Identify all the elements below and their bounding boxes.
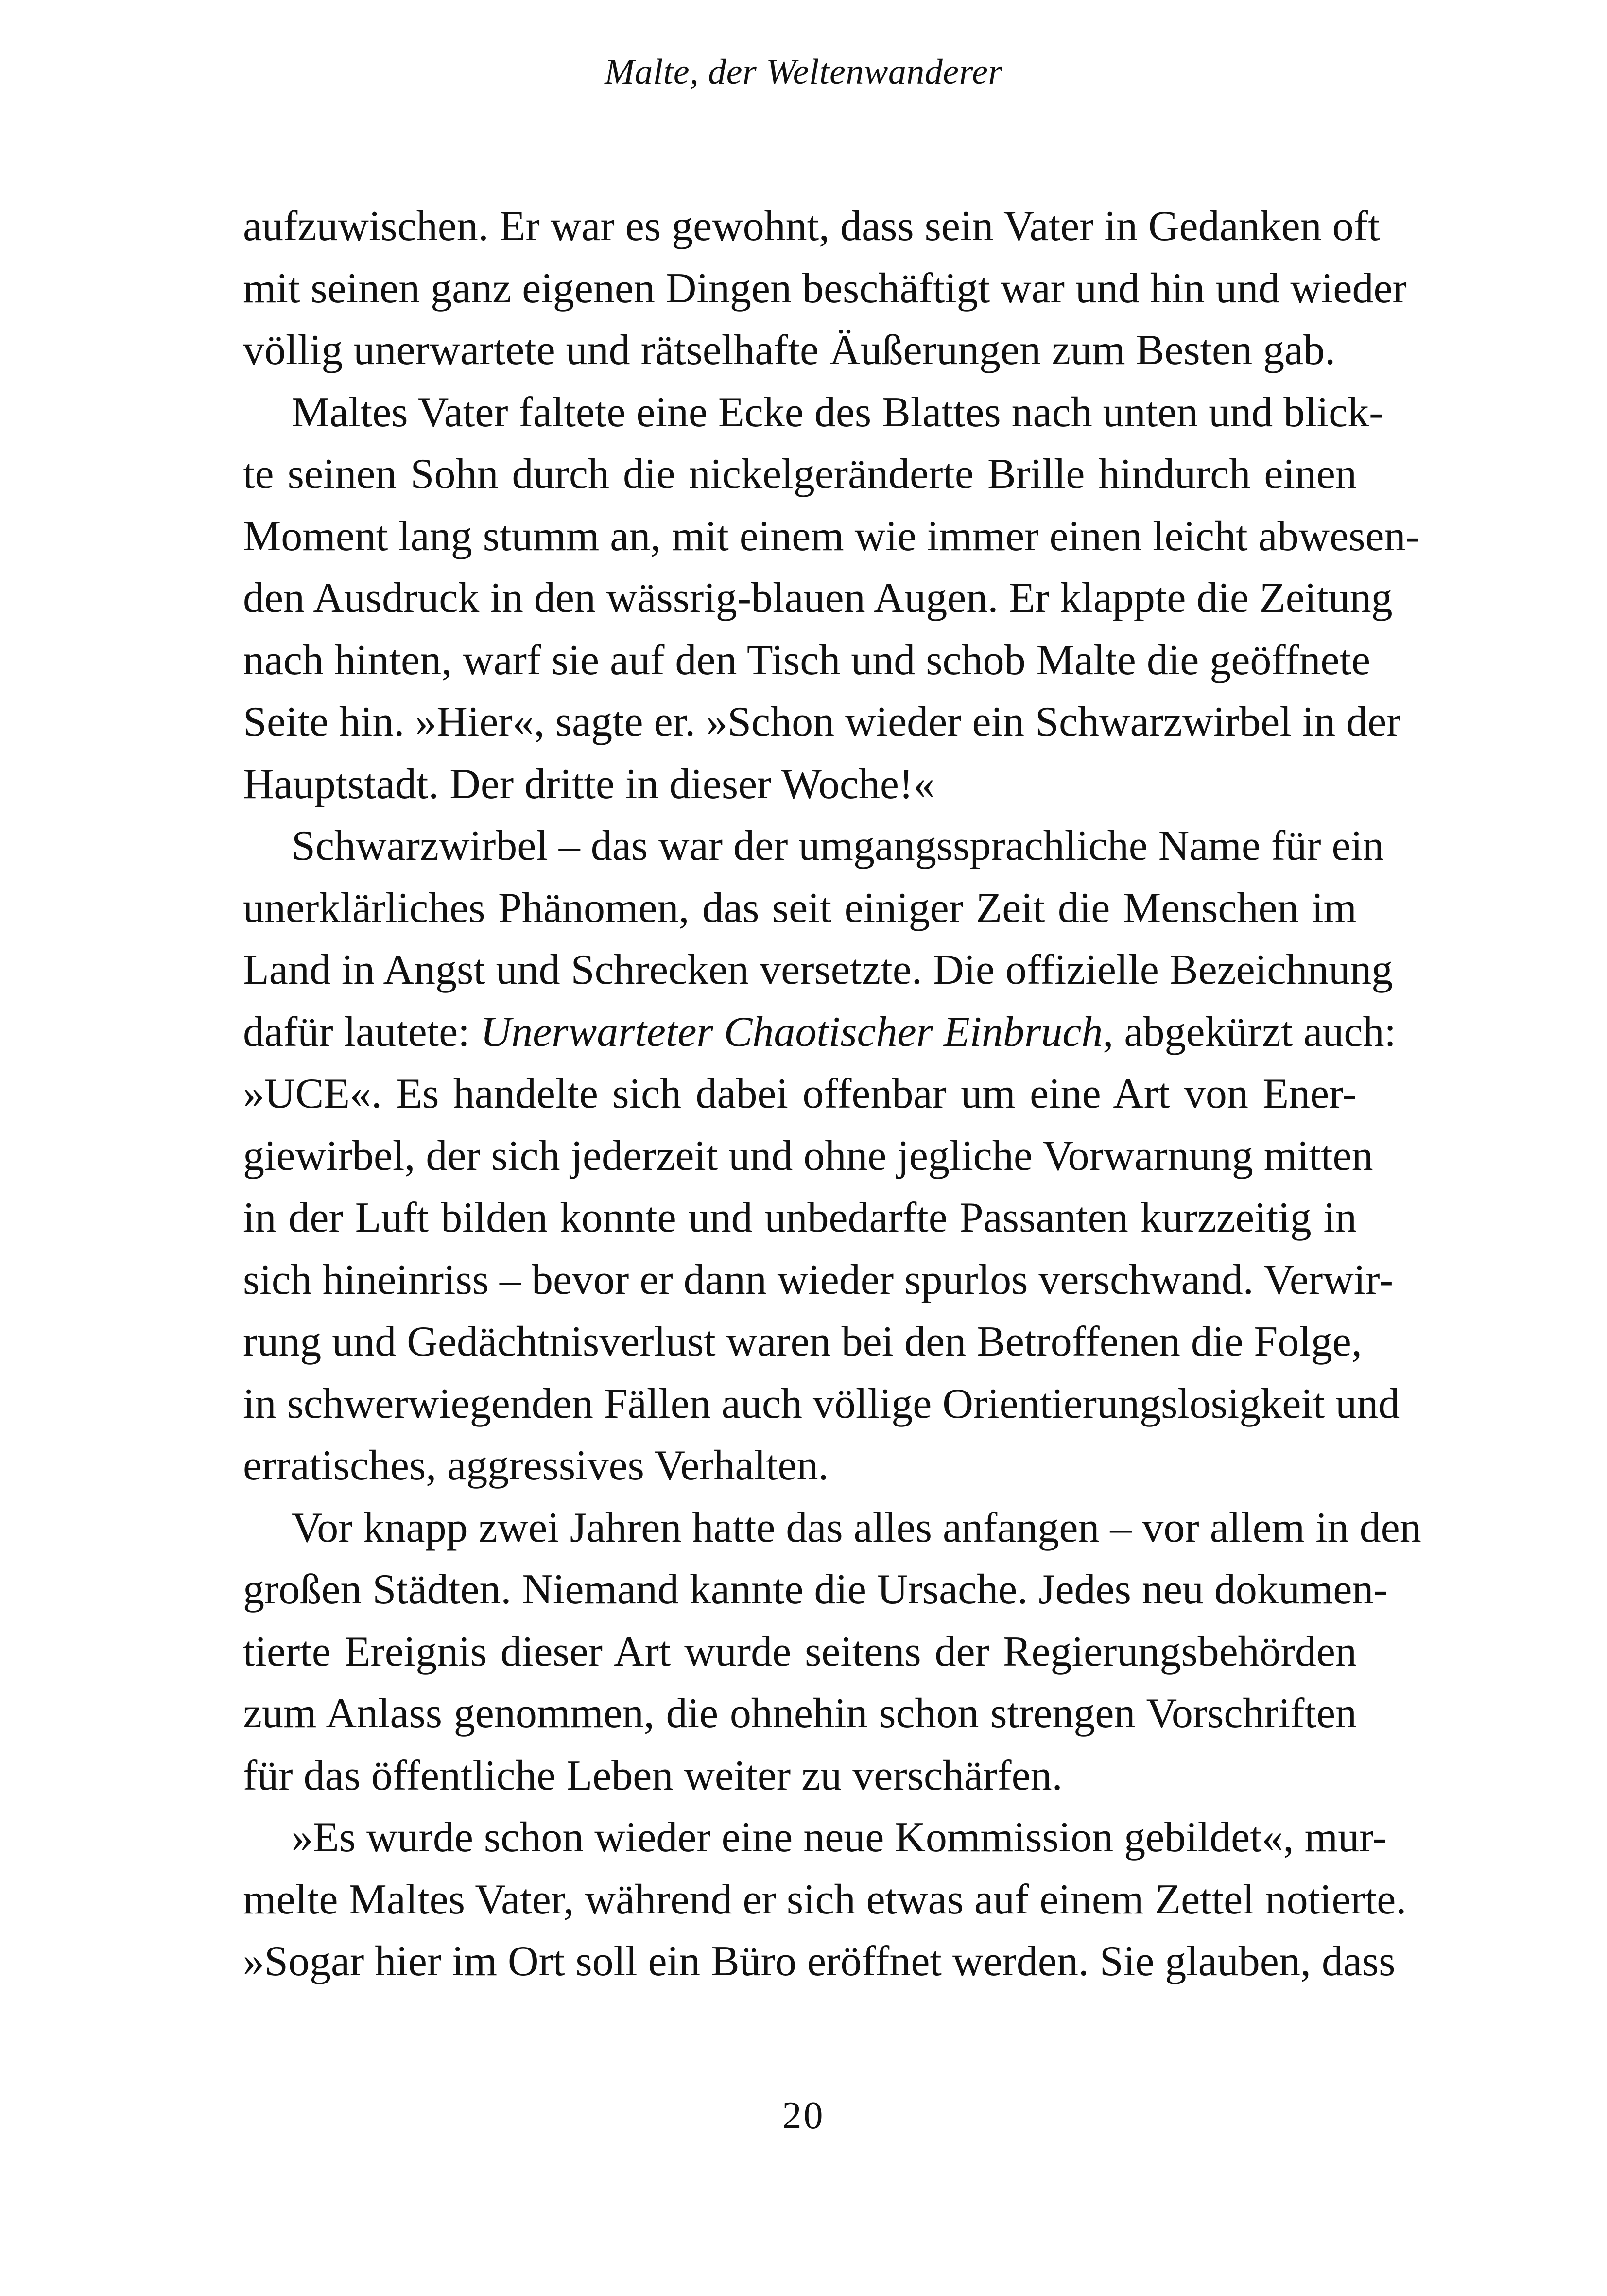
text-line: Seite hin. »Hier«, sagte er. »Schon wieder ein Schwarzwirbel in der (243, 698, 1401, 746)
paragraph (243, 815, 1400, 1497)
text-line: »Es wurde schon wieder eine neue Kommission gebildet«, mur- (292, 1814, 1387, 1861)
text-line: in schwerwiegenden Fällen auch völlige Orientierungslosigkeit und (243, 1380, 1400, 1427)
text-line-with-italic (243, 1001, 1396, 1063)
text-line: erratisches, aggressives Verhalten. (243, 1442, 829, 1489)
text-line: in der Luft bilden konnte und unbedarfte Passanten kurzzeitig in (243, 1194, 1357, 1241)
text-line: »UCE«. Es handelte sich dabei offenbar um eine Art von Ener- (243, 1070, 1357, 1117)
text-line: den Ausdruck in den wässrig-blauen Augen. Er klappte die Zeitung (243, 574, 1393, 622)
paragraph (243, 1807, 1407, 1993)
paragraph (243, 195, 1407, 382)
text-line: sich hineinriss – bevor er dann wieder spurlos verschwand. Verwir- (243, 1256, 1394, 1304)
text-line: völlig unerwartete und rätselhafte Äußerungen zum Besten gab. (243, 327, 1336, 374)
text-line: rung und Gedächtnisverlust waren bei den Betroffenen die Folge, (243, 1318, 1362, 1365)
page-number: 20 (782, 2094, 825, 2137)
text-line: Land in Angst und Schrecken versetzte. Die offizielle Bezeichnung (243, 946, 1393, 993)
text-line: Vor knapp zwei Jahren hatte das alles anfangen – vor allem in den (292, 1504, 1421, 1551)
text-line: te seinen Sohn durch die nickelgeränderte Brille hindurch einen (243, 451, 1357, 498)
text-line: unerklärliches Phänomen, das seit einiger Zeit die Menschen im (243, 884, 1357, 932)
text-line: nach hinten, warf sie auf den Tisch und schob Malte die geöffnete (243, 636, 1371, 684)
paragraph (243, 382, 1420, 816)
text-line: »Sogar hier im Ort soll ein Büro eröffnet werden. Sie glauben, dass (243, 1938, 1396, 1985)
text-line: aufzuwischen. Er war es gewohnt, dass sein Vater in Gedanken oft (243, 203, 1380, 250)
text-line: melte Maltes Vater, während er sich etwas auf einem Zettel notierte. (243, 1876, 1407, 1923)
text-line: Maltes Vater faltete eine Ecke des Blattes nach unten und blick- (292, 388, 1383, 436)
text-line: Schwarzwirbel – das war der umgangssprachliche Name für ein (292, 822, 1384, 870)
running-header-title: Malte, der Weltenwanderer (605, 52, 1002, 92)
body-text (243, 195, 1421, 1993)
text-line: für das öffentliche Leben weiter zu verschärfen. (243, 1752, 1063, 1799)
paragraph (243, 1497, 1421, 1807)
text-line: mit seinen ganz eigenen Dingen beschäftigt war und hin und wieder (243, 264, 1407, 312)
text-line: zum Anlass genommen, die ohnehin schon strengen Vorschriften (243, 1690, 1357, 1737)
italic-term: Unerwarteter Chaotischer Einbruch (480, 1008, 1103, 1056)
text-line: tierte Ereignis dieser Art wurde seitens der Regierungsbehörden (243, 1628, 1357, 1675)
text-segment: , abgekürzt auch: (1103, 1008, 1396, 1056)
text-line: großen Städten. Niemand kannte die Ursache. Jedes neu dokumen- (243, 1566, 1388, 1613)
text-line: giewirbel, der sich jederzeit und ohne jegliche Vorwarnung mitten (243, 1132, 1373, 1180)
text-segment: dafür lautete: (243, 1008, 481, 1056)
text-line: Moment lang stumm an, mit einem wie immer einen leicht abwesen- (243, 512, 1420, 560)
text-line: Hauptstadt. Der dritte in dieser Woche!« (243, 760, 935, 808)
